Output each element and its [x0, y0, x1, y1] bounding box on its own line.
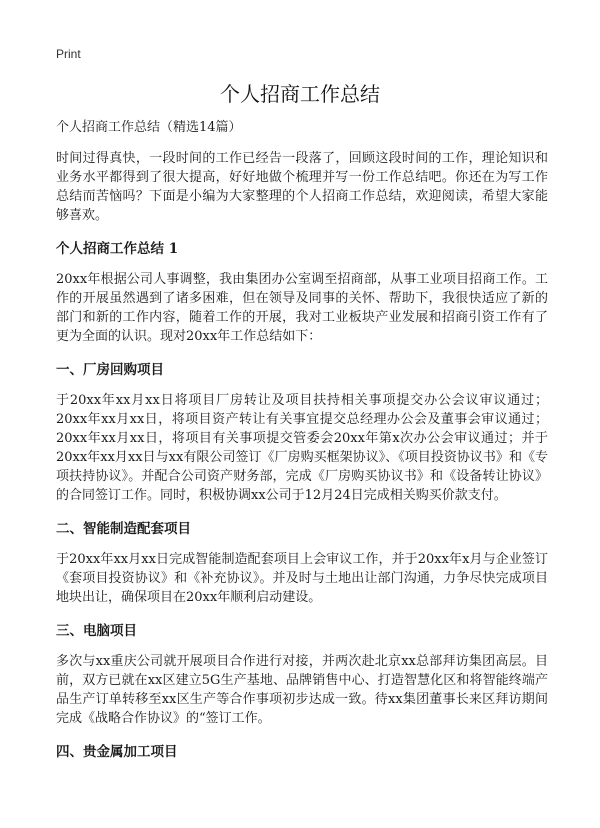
intro-paragraph: 时间过得真快，一段时间的工作已经告一段落了，回顾这段时间的工作，理论知识和业务水平都得到了很大提高，好好地做个梳理并写一份工作总结吧。你还在为写工作总结而苦恼吗？下面是小编为大家整理的个人招商工作总结，欢迎阅读，希望大家能够喜欢。: [56, 151, 548, 223]
document-body: [56, 117, 548, 773]
document-subtitle: 个人招商工作总结（精选14篇）: [56, 120, 242, 135]
section-body-plant-buyback: 于20xx年xx月xx日将项目厂房转让及项目扶持相关事项提交办公会议审议通过；20xx年xx月xx日，将项目资产转让有关事宜提交总经理办公会及董事会审议通过；20xx年xx月xx日，将项目有关事项提交管委会20xx年第x次办公会审议通过；并于20xx年xx月xx日与xx有限公司签订《厂房购买框架协议》、《项目投资协议书》和《专项扶持协议》。并配合公司资产财务部，完成《厂房购买协议书》和《设备转让协议》的合同签订工作。同时，积极协调xx公司于12月24日完成相关购买价款支付。: [56, 393, 548, 503]
section-heading-smart-manufacturing: 二、智能制造配套项目: [56, 521, 191, 537]
section-heading-plant-buyback: 一、厂房回购项目: [56, 362, 164, 378]
document-title: 个人招商工作总结: [220, 82, 380, 106]
section-body-computer-project: 多次与xx重庆公司就开展项目合作进行对接，并两次赴北京xx总部拜访集团高层。目前，双方已就在xx区建立5G生产基地、品牌销售中心、打造智慧化区和将智能终端产品生产订单转移至xx区生产等合作事项初步达成一致。待xx集团董事长来区拜访期间完成《战略合作协议》的“签订工作。: [56, 654, 548, 726]
section-heading-computer-project: 三、电脑项目: [56, 623, 137, 639]
summary-heading: 个人招商工作总结 1: [56, 241, 179, 257]
summary-paragraph: 20xx年根据公司人事调整，我由集团办公室调至招商部，从事工业项目招商工作。工作的开展虽然遇到了诸多困难，但在领导及同事的关怀、帮助下，我很快适应了新的部门和新的工作内容，随着工作的开展，我对工业板块产业发展和招商引资工作有了更为全面的认识。现对20xx年工作总结如下：: [56, 272, 548, 344]
section-heading-precious-metal: 四、贵金属加工项目: [56, 744, 178, 760]
section-body-smart-manufacturing: 于20xx年xx月xx日完成智能制造配套项目上会审议工作，并于20xx年x月与企业签订《套项目投资协议》和《补充协议》。并及时与土地出让部门沟通，力争尽快完成项目地块出让，确保项目在20xx年顺利启动建设。: [56, 552, 548, 605]
print-link[interactable]: Print: [56, 47, 81, 61]
